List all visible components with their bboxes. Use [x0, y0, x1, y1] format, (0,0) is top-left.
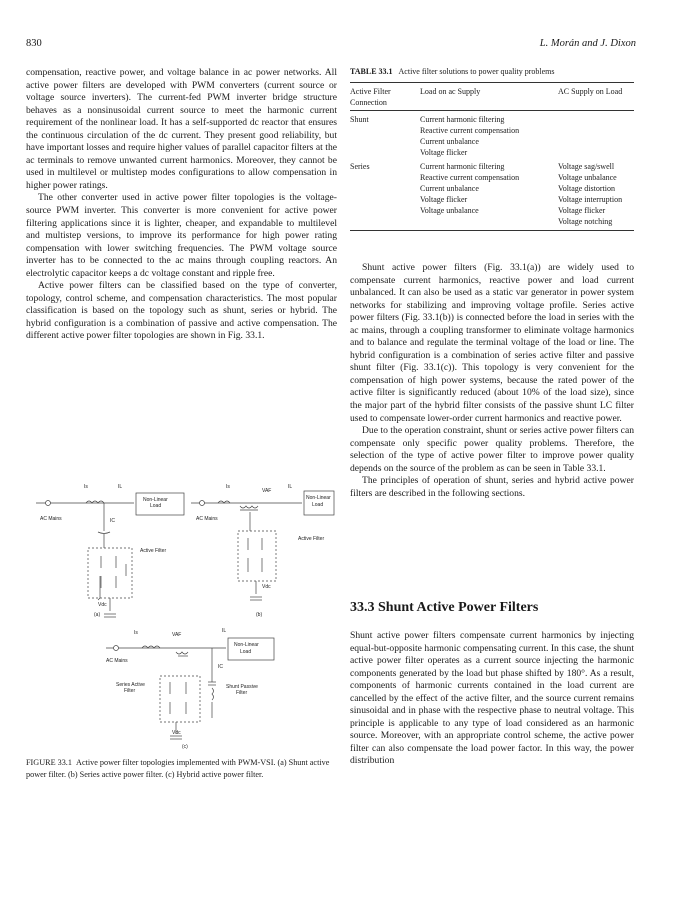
table-cell-line: Voltage unbalance	[558, 173, 617, 182]
table-cell-line: Voltage unbalance	[420, 206, 479, 215]
table-title: Active filter solutions to power quality problems	[398, 67, 555, 76]
label-active-filter-b: Active Filter	[298, 536, 325, 542]
label-ac-mains-b: AC Mains	[196, 516, 218, 522]
paragraph: Due to the operation constraint, shunt or series active power filters can compensate only specific power quality problems. Therefore, the selection of the type of active power filter to improve power quality depends on the source of the problem as can be seen in Table 33.1.	[350, 425, 634, 474]
label-is-a: Is	[84, 484, 88, 490]
right-column-text	[350, 262, 634, 500]
table-row	[350, 158, 634, 230]
table-cell-line: Current unbalance	[420, 137, 479, 146]
table-cell-line: Voltage sag/swell	[558, 162, 615, 171]
table-cell	[558, 161, 634, 227]
label-vaf-b: VAF	[262, 488, 272, 494]
label-ac-mains-c: AC Mains	[106, 658, 128, 664]
left-column-text	[26, 67, 337, 343]
table-cell-line: Voltage interruption	[558, 195, 623, 204]
figure-caption	[26, 757, 337, 780]
table-cell-line: Current harmonic filtering	[420, 162, 505, 171]
table-cell: Shunt	[350, 115, 369, 124]
table-cell-line: Current harmonic filtering	[420, 115, 505, 124]
section-text	[350, 630, 634, 768]
label-nonlinear-load-b: Load	[312, 502, 324, 508]
label-il-b: IL	[288, 484, 293, 490]
table-cell	[558, 114, 634, 158]
figure-caption-text: Active power filter topologies implemented with PWM-VSI. (a) Shunt active power filter. (b) Series active power filter. (c) Hybrid active power filter.	[26, 758, 330, 779]
table-cell-line: Voltage distortion	[558, 184, 615, 193]
table-header-row	[350, 83, 634, 110]
table-caption	[350, 67, 634, 76]
label-nonlinear-load-c: Load	[240, 649, 252, 655]
table-row	[350, 111, 634, 158]
table-cell-line: Voltage notching	[558, 217, 613, 226]
label-ac-mains-a: AC Mains	[40, 516, 62, 522]
figure-label: FIGURE 33.1	[26, 758, 72, 767]
label-series-active-c: Filter	[124, 688, 136, 694]
label-vdc-b: Vdc	[262, 584, 271, 590]
label-vdc-c: Vdc	[172, 730, 181, 736]
label-nonlinear-load-a: Non-Linear	[143, 497, 168, 503]
table-cell: Series	[350, 162, 370, 171]
label-ic-c: IC	[218, 664, 223, 670]
paragraph: Shunt active power filters (Fig. 33.1(a)) are widely used to compensate current harmonics, reactive power and load current unbalanced. It can also be used as a static var generator in power system networks for stabilizing and improving voltage profile. Series active power filters (Fig. 33.1(b)) is connected before the load in series with the ac mains, through a coupling transformer to eliminate voltage harmonics and to balance and regulate the terminal voltage of the load or line. The hybrid configuration is a combination of series active filter and passive shunt filter (Fig. 33.1(c)). This topology is very convenient for the compensation of high power systems, because the rated power of the active filter is significantly reduced (about 10% of the load size), since the major part of the hybrid filter consists of the passive shunt LC filter used to compensate lower-order current harmonics and reactive power.	[350, 262, 634, 424]
running-header-authors: L. Morán and J. Dixon	[539, 38, 636, 49]
label-vaf-c: VAF	[172, 632, 182, 638]
table-header: Active Filter Connection	[350, 87, 391, 107]
table-cell	[420, 114, 558, 158]
label-il-a: IL	[118, 484, 123, 490]
label-nonlinear-load-a: Load	[150, 503, 162, 509]
label-shunt-passive-c: Shunt Passive	[226, 684, 258, 690]
table-header: Load on ac Supply	[420, 87, 481, 96]
table-cell-line: Voltage flicker	[420, 148, 468, 157]
table-cell-line: Reactive current compensation	[420, 173, 520, 182]
paragraph: The other converter used in active power filter topologies is the voltage-source PWM inverter. This converter is more convenient for active power filtering applications since it is lighter, cheaper, and expandable to multilevel and multistep versions, to improve its performance for high power rating compensation with lower switching frequencies. The PWM voltage source inverter has to be connected to the ac mains through coupling reactors. An electrolytic capacitor keeps a dc voltage constant and ripple free.	[26, 192, 337, 279]
label-il-c: IL	[222, 628, 227, 634]
label-vdc-a: Vdc	[98, 602, 107, 608]
label-ic-a: IC	[110, 518, 115, 524]
label-series-active-c: Series Active	[116, 682, 145, 688]
page-number: 830	[26, 38, 42, 49]
label-nonlinear-load-b: Non-Linear	[306, 495, 331, 501]
diagram-a-shunt	[36, 493, 184, 617]
paragraph: The principles of operation of shunt, series and hybrid active power filters are described in the following sections.	[350, 475, 634, 499]
table-cell-line: Current unbalance	[420, 184, 479, 193]
table-cell-line: Reactive current compensation	[420, 126, 520, 135]
table-cell	[420, 161, 558, 227]
figure-33-1-diagram	[26, 476, 337, 756]
table-cell-line: Voltage flicker	[558, 206, 606, 215]
table-label: TABLE 33.1	[350, 67, 393, 76]
section-heading: 33.3 Shunt Active Power Filters	[350, 600, 539, 615]
paragraph: compensation, reactive power, and voltage balance in ac power networks. All active power filters are developed with PWM converters (current source or voltage source inverters). The current-fed PWM inverter bridge structure behaves as a nonsinusoidal current source to meet the harmonic current requirement of the nonlinear load. It has a self-supported dc reactor that ensures the continuous circulation of the dc current. They present good reliability, but have important losses and require higher values of parallel capacitor filters at the ac terminals to remove unwanted current harmonics. Moreover, they cannot be used in multilevel or multistep modes configurations to allow compensation in higher power ratings.	[26, 67, 337, 191]
label-is-c: Is	[134, 630, 138, 636]
label-a: (a)	[94, 612, 101, 618]
label-nonlinear-load-c: Non-Linear	[234, 642, 259, 648]
paragraph: Shunt active power filters compensate current harmonics by injecting equal-but-opposite harmonic compensating current. In this case, the shunt active power filter operates as a current source injecting the harmonic components generated by the load but phase shifted by 180°. As a result, components of harmonic currents contained in the load current are cancelled by the effect of the active filter, and the source current remains sinusoidal and in phase with the respective phase to neutral voltage. This principle is applicable to any type of load considered as an harmonic source. Moreover, with an appropriate control scheme, the active power filter can also compensate the load power factor. In this way, the power distribution	[350, 630, 634, 767]
label-active-filter-a: Active Filter	[140, 548, 167, 554]
paragraph: Active power filters can be classified based on the type of converter, topology, control scheme, and compensation characteristics. The most popular classification is based on the topology such as shunt, series or hybrid. The hybrid configuration is a combination of passive and active compensation. The different active power filter topologies are shown in Fig. 33.1.	[26, 280, 337, 342]
label-b: (b)	[256, 612, 263, 618]
table-33-1	[350, 67, 634, 231]
table-header: AC Supply on Load	[558, 87, 623, 96]
label-is-b: Is	[226, 484, 230, 490]
label-shunt-passive-c: Filter	[236, 690, 248, 696]
table-cell-line: Voltage flicker	[420, 195, 468, 204]
label-c: (c)	[182, 744, 188, 750]
